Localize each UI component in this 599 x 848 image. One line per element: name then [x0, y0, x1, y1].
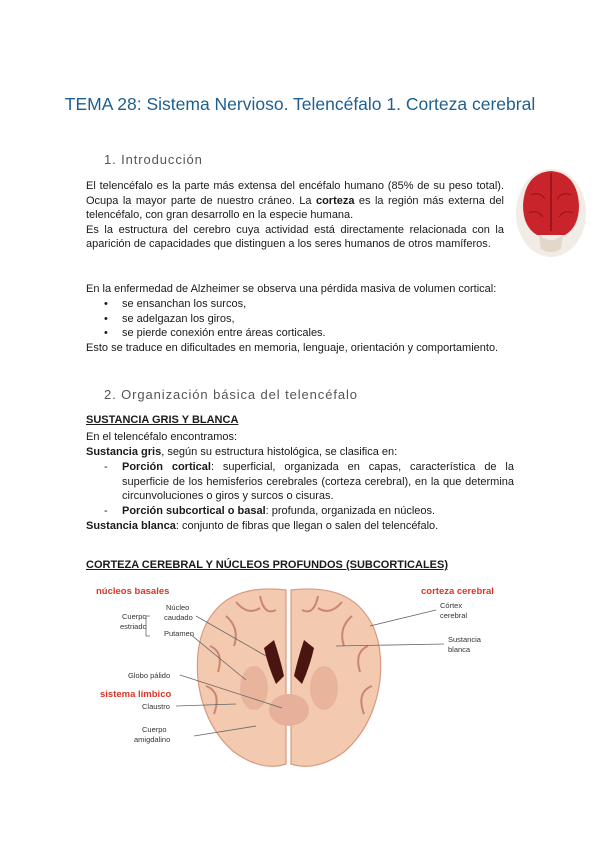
- label-estriado: estriado: [120, 622, 147, 631]
- label-cerebral: cerebral: [440, 611, 468, 620]
- list-item: • se pierde conexión entre áreas corticales.: [104, 326, 326, 341]
- label-cuerpo-2: Cuerpo: [142, 725, 167, 734]
- label-amigdalino: amigdalino: [134, 735, 171, 744]
- figure-heading: CORTEZA CEREBRAL Y NÚCLEOS PROFUNDOS (SUBCORTICALES): [86, 559, 449, 571]
- label-putamen: Putamen: [164, 629, 195, 638]
- label-sustancia: Sustancia: [448, 635, 481, 644]
- page-title: TEMA 28: Sistema Nervioso. Telencéfalo 1. Corteza cerebral: [64, 94, 536, 114]
- sustancia-gris-line: Sustancia gris, según su estructura histológica, se clasifica en:: [86, 446, 398, 458]
- list-item: • se ensanchan los surcos,: [104, 297, 326, 312]
- label-caudado: caudado: [164, 613, 193, 622]
- encontramos-line: En el telencéfalo encontramos:: [86, 431, 238, 443]
- subheading-sustancia: SUSTANCIA GRIS Y BLANCA: [86, 414, 239, 426]
- brain-coronal-section-figure: [86, 576, 516, 776]
- porcion-subcortical-item: - Porción subcortical o basal: profunda, organizada en núcleos.: [104, 505, 436, 517]
- label-globo-palido: Globo pálido: [128, 671, 171, 680]
- label-cortex: Córtex: [440, 601, 463, 610]
- section-heading-organizacion: 2. Organización básica del telencéfalo: [104, 387, 358, 402]
- label-sistema-limbico: sistema límbico: [100, 689, 172, 700]
- intro-paragraph: El telencéfalo es la parte más extensa del encéfalo humano (85% de su peso total). Ocupa la mayor parte de nuestro cráneo. La corteza es la región más externa del telencéfalo, con gran desarrollo en la especie humana. Es la estructura del cerebro cuya actividad está directamente relacionada con la aparición de capacidades que distinguen a los seres humanos de otros mamíferos.: [86, 180, 505, 251]
- label-nucleos-basales: núcleos basales: [96, 586, 170, 597]
- sustancia-blanca-line: Sustancia blanca: conjunto de fibras que llegan o salen del telencéfalo.: [86, 520, 439, 532]
- label-corteza-cerebral: corteza cerebral: [421, 586, 494, 597]
- list-item: • se adelgazan los giros,: [104, 312, 326, 327]
- alzheimer-list: [104, 297, 326, 341]
- label-claustro: Claustro: [142, 702, 170, 711]
- label-nucleo: Núcleo: [166, 603, 190, 612]
- label-cuerpo: Cuerpo: [122, 612, 147, 621]
- porcion-cortical-item: - Porción cortical: superficial, organizada en capas, característica de la superficie de los hemisferios cerebrales (corteza cerebral), en la que determina circunvoluciones o giros y surcos o cisuras.: [104, 461, 514, 503]
- alzheimer-line: En la enfermedad de Alzheimer se observa una pérdida masiva de volumen cortical:: [86, 283, 497, 295]
- consequence-paragraph: Esto se traduce en dificultades en memoria, lenguaje, orientación y comportamiento.: [86, 342, 499, 354]
- section-heading-introduccion: 1. Introducción: [104, 152, 203, 167]
- label-blanca: blanca: [448, 645, 471, 654]
- brain-thumbnail-image: [513, 165, 589, 261]
